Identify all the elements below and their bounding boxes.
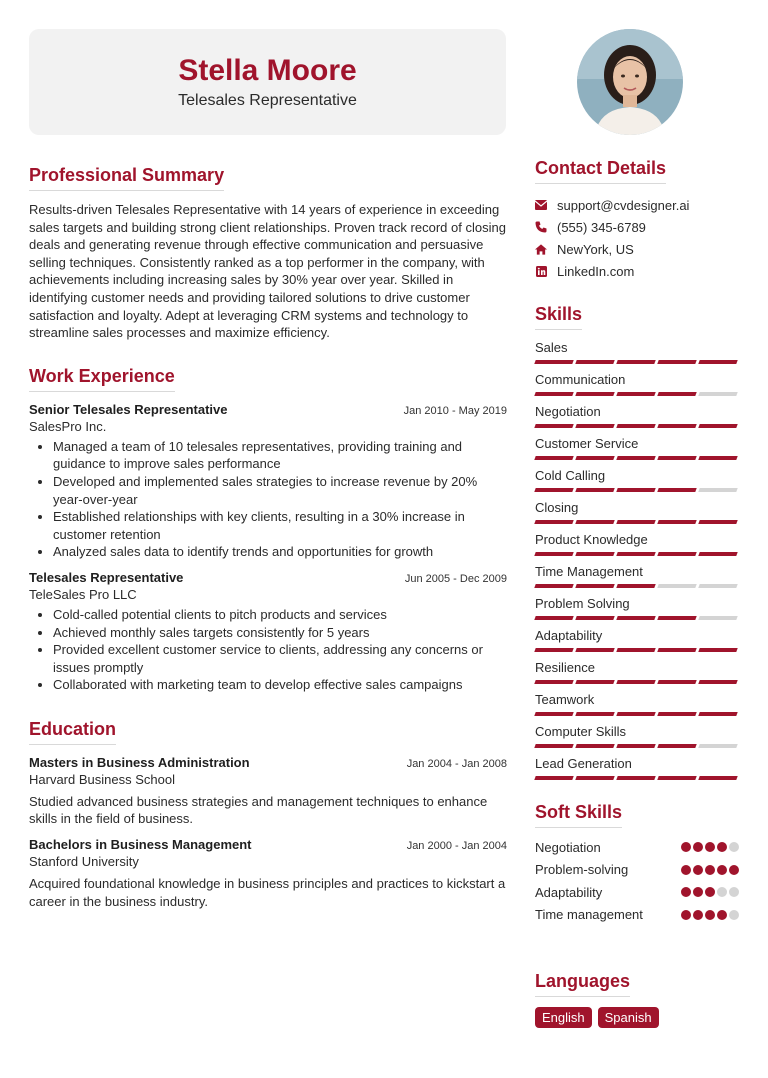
rating-dot	[729, 910, 739, 920]
skill-level-segment	[575, 456, 614, 460]
skill-item	[535, 402, 739, 428]
school-name: Stanford University	[29, 854, 139, 870]
job-bullet: • Analyzed sales data to identify trends and opportunities for growth	[53, 543, 507, 561]
skill-level-bar	[535, 744, 739, 748]
skill-level-segment	[616, 424, 655, 428]
rating-dot	[693, 887, 703, 897]
contact-email-text[interactable]: support@cvdesigner.ai	[557, 197, 690, 213]
education-section	[29, 719, 507, 910]
skill-level-segment	[616, 584, 655, 588]
skill-level-segment	[534, 680, 573, 684]
header-card	[29, 29, 506, 135]
skill-level-segment	[534, 776, 573, 780]
skill-item	[535, 338, 739, 364]
skill-item	[535, 754, 739, 780]
job-company: SalesPro Inc.	[29, 418, 107, 434]
skill-level-segment	[534, 456, 573, 460]
skill-level-segment	[657, 616, 696, 620]
rating-dot	[681, 910, 691, 920]
rating-dot	[717, 865, 727, 875]
skill-level-bar	[535, 616, 739, 620]
skill-level-bar	[535, 680, 739, 684]
skill-level-segment	[616, 392, 655, 396]
skill-level-segment	[657, 648, 696, 652]
skill-level-bar	[535, 424, 739, 428]
rating-dot	[729, 887, 739, 897]
home-icon	[535, 243, 547, 255]
skill-name: Computer Skills	[535, 724, 627, 739]
skill-level-segment	[698, 680, 737, 684]
rating-dot	[705, 887, 715, 897]
contact-linkedin-text[interactable]: LinkedIn.com	[557, 263, 635, 279]
education-title: Education	[29, 719, 116, 745]
job-bullet: • Developed and implemented sales strategies to increase revenue by 20% year-over-year	[53, 473, 507, 508]
soft-skill-name: Negotiation	[535, 839, 601, 855]
skill-name: Time Management	[535, 564, 643, 579]
rating-dot	[705, 842, 715, 852]
summary-text: Results-driven Telesales Representative with 14 years of experience in exceeding sales targets and building strong client relationships. Proven track record of closing deals and generating revenue through effective communication and persuasive selling techniques. Consistently ranked as a top performer in the company, with achievements including increasing sales by 30% year over year. Skilled in identifying customer needs and providing tailored solutions to drive customer satisfaction and loyalty. Adept at leveraging CRM systems and technology to streamline sales processes and maximize efficiency.	[29, 202, 506, 341]
skill-level-segment	[616, 680, 655, 684]
sidebar-column	[535, 158, 739, 1028]
skill-name: Adaptability	[535, 628, 603, 643]
skill-level-segment	[657, 744, 696, 748]
skill-level-segment	[657, 584, 696, 588]
skill-level-bar	[535, 584, 739, 588]
soft-skill-rating	[681, 887, 739, 897]
job-title: Telesales Representative	[29, 569, 184, 585]
skill-name: Customer Service	[535, 436, 639, 451]
skill-level-segment	[657, 680, 696, 684]
soft-skill-rating	[681, 865, 739, 875]
job-bullet: • Managed a team of 10 telesales representatives, providing training and guidance to improve sales performance	[53, 438, 507, 473]
skill-level-segment	[534, 616, 573, 620]
skill-level-bar	[535, 488, 739, 492]
skill-level-segment	[616, 520, 655, 524]
school-name: Harvard Business School	[29, 771, 175, 787]
skill-name: Resilience	[535, 660, 595, 675]
contact-email	[535, 194, 739, 216]
skill-level-segment	[575, 616, 614, 620]
skill-level-segment	[534, 584, 573, 588]
rating-dot	[681, 887, 691, 897]
skill-item	[535, 370, 739, 396]
contact-phone-text: (555) 345-6789	[557, 219, 646, 235]
skill-name: Lead Generation	[535, 756, 632, 771]
skill-level-segment	[657, 520, 696, 524]
skill-level-segment	[698, 424, 737, 428]
skill-level-segment	[657, 360, 696, 364]
skill-level-segment	[534, 520, 573, 524]
soft-skill-rating	[681, 910, 739, 920]
skill-level-segment	[698, 648, 737, 652]
skill-level-segment	[616, 712, 655, 716]
education-description: Acquired foundational knowledge in business principles and practices to kickstart a career in the business industry.	[29, 876, 506, 909]
skill-name: Teamwork	[535, 692, 595, 707]
skill-level-segment	[698, 392, 737, 396]
rating-dot	[705, 910, 715, 920]
skill-level-segment	[575, 392, 614, 396]
skill-level-segment	[534, 488, 573, 492]
languages-section	[535, 971, 739, 1028]
skill-level-segment	[534, 712, 573, 716]
skill-level-segment	[575, 360, 614, 364]
skill-level-segment	[575, 680, 614, 684]
profile-photo	[577, 29, 683, 135]
skill-name: Negotiation	[535, 404, 601, 419]
skill-level-segment	[575, 488, 614, 492]
skill-level-segment	[698, 616, 737, 620]
skill-level-segment	[698, 360, 737, 364]
rating-dot	[717, 887, 727, 897]
skill-item	[535, 722, 739, 748]
skill-level-segment	[657, 424, 696, 428]
contact-location	[535, 238, 739, 260]
language-badge: Spanish	[598, 1007, 659, 1028]
education-entry	[29, 837, 507, 910]
skill-level-segment	[616, 616, 655, 620]
envelope-icon	[535, 199, 547, 211]
contact-phone	[535, 216, 739, 238]
rating-dot	[729, 865, 739, 875]
skill-item	[535, 466, 739, 492]
job-bullet: • Provided excellent customer service to clients, addressing any concerns or issues promptly	[53, 641, 507, 676]
soft-skill-rating	[681, 842, 739, 852]
skill-level-segment	[534, 360, 573, 364]
skill-item	[535, 690, 739, 716]
job-title: Senior Telesales Representative	[29, 401, 228, 417]
job-bullet: • Cold-called potential clients to pitch products and services	[53, 606, 507, 624]
skill-name: Cold Calling	[535, 468, 606, 483]
skill-level-bar	[535, 456, 739, 460]
skill-level-segment	[657, 392, 696, 396]
skill-item	[535, 594, 739, 620]
skill-level-segment	[698, 520, 737, 524]
job-bullet: • Collaborated with marketing team to develop effective sales campaigns	[53, 676, 507, 694]
skill-level-segment	[698, 584, 737, 588]
rating-dot	[693, 910, 703, 920]
skill-level-segment	[534, 424, 573, 428]
candidate-name: Stella Moore	[178, 54, 357, 87]
skill-item	[535, 530, 739, 556]
skill-level-segment	[616, 744, 655, 748]
skill-level-segment	[616, 360, 655, 364]
languages-title: Languages	[535, 971, 630, 997]
skill-level-bar	[535, 392, 739, 396]
skill-level-bar	[535, 776, 739, 780]
skill-level-bar	[535, 520, 739, 524]
soft-skill-item	[535, 881, 739, 904]
rating-dot	[693, 865, 703, 875]
skill-level-segment	[616, 488, 655, 492]
skill-item	[535, 498, 739, 524]
skill-level-bar	[535, 648, 739, 652]
work-title: Work Experience	[29, 366, 175, 392]
skill-level-segment	[534, 648, 573, 652]
language-badge: English	[535, 1007, 592, 1028]
soft-skills-list	[535, 836, 739, 926]
skill-name: Product Knowledge	[535, 532, 648, 547]
soft-skill-name: Adaptability	[535, 884, 603, 900]
skill-level-bar	[535, 712, 739, 716]
skill-level-segment	[534, 552, 573, 556]
skill-level-segment	[616, 552, 655, 556]
skill-level-segment	[698, 744, 737, 748]
soft-skill-name: Time management	[535, 907, 643, 923]
skill-level-segment	[616, 648, 655, 652]
skill-level-segment	[575, 424, 614, 428]
main-column	[29, 165, 507, 910]
skill-level-segment	[657, 456, 696, 460]
skill-level-segment	[534, 744, 573, 748]
skill-level-segment	[698, 776, 737, 780]
job-entry	[29, 570, 507, 694]
skill-level-segment	[575, 776, 614, 780]
soft-skill-item	[535, 904, 739, 927]
contact-section	[535, 158, 739, 282]
skill-level-segment	[575, 584, 614, 588]
contact-location-text: NewYork, US	[557, 241, 634, 257]
skill-name: Sales	[535, 340, 568, 355]
skill-level-segment	[698, 456, 737, 460]
education-date: Jan 2000 - Jan 2004	[406, 840, 507, 853]
rating-dot	[729, 842, 739, 852]
skill-level-segment	[657, 776, 696, 780]
skill-level-bar	[535, 552, 739, 556]
skill-level-segment	[575, 648, 614, 652]
degree-title: Bachelors in Business Management	[29, 837, 252, 853]
skills-section	[535, 304, 739, 780]
skill-level-segment	[698, 712, 737, 716]
skill-level-segment	[616, 776, 655, 780]
candidate-role: Telesales Representative	[178, 92, 357, 109]
skill-level-segment	[534, 392, 573, 396]
linkedin-icon	[535, 265, 547, 277]
job-entry	[29, 402, 507, 561]
skill-name: Closing	[535, 500, 579, 515]
job-date: Jun 2005 - Dec 2009	[404, 572, 507, 585]
skill-level-segment	[657, 488, 696, 492]
summary-section	[29, 165, 507, 342]
skill-level-segment	[575, 520, 614, 524]
rating-dot	[693, 842, 703, 852]
skill-level-segment	[657, 712, 696, 716]
education-date: Jan 2004 - Jan 2008	[406, 757, 507, 770]
skill-level-segment	[575, 712, 614, 716]
skill-level-segment	[698, 488, 737, 492]
skill-item	[535, 434, 739, 460]
soft-skills-title: Soft Skills	[535, 802, 622, 828]
soft-skill-name: Problem-solving	[535, 862, 629, 878]
job-company: TeleSales Pro LLC	[29, 586, 137, 602]
education-description: Studied advanced business strategies and management techniques to enhance skills in the field of business.	[29, 793, 488, 827]
education-entry	[29, 755, 507, 828]
soft-skills-section	[535, 802, 739, 926]
degree-title: Masters in Business Administration	[29, 754, 250, 770]
skill-level-bar	[535, 360, 739, 364]
job-bullet: • Established relationships with key clients, resulting in a 30% increase in customer retention	[53, 508, 507, 543]
rating-dot	[717, 910, 727, 920]
rating-dot	[705, 865, 715, 875]
skill-name: Problem Solving	[535, 596, 630, 611]
job-date: Jan 2010 - May 2019	[403, 404, 507, 417]
skills-title: Skills	[535, 304, 582, 330]
summary-title: Professional Summary	[29, 165, 224, 191]
skill-level-segment	[575, 744, 614, 748]
skill-name: Communication	[535, 372, 626, 387]
rating-dot	[681, 842, 691, 852]
contact-title: Contact Details	[535, 158, 666, 184]
rating-dot	[717, 842, 727, 852]
skill-level-segment	[657, 552, 696, 556]
skill-item	[535, 626, 739, 652]
skill-item	[535, 562, 739, 588]
skill-item	[535, 658, 739, 684]
skill-level-segment	[575, 552, 614, 556]
soft-skill-item	[535, 836, 739, 859]
skill-level-segment	[616, 456, 655, 460]
work-section	[29, 366, 507, 694]
rating-dot	[681, 865, 691, 875]
skill-level-segment	[698, 552, 737, 556]
contact-linkedin	[535, 260, 739, 282]
job-bullet: • Achieved monthly sales targets consistently for 5 years	[53, 624, 507, 642]
phone-icon	[535, 221, 547, 233]
soft-skill-item	[535, 859, 739, 882]
skills-list	[535, 338, 739, 780]
